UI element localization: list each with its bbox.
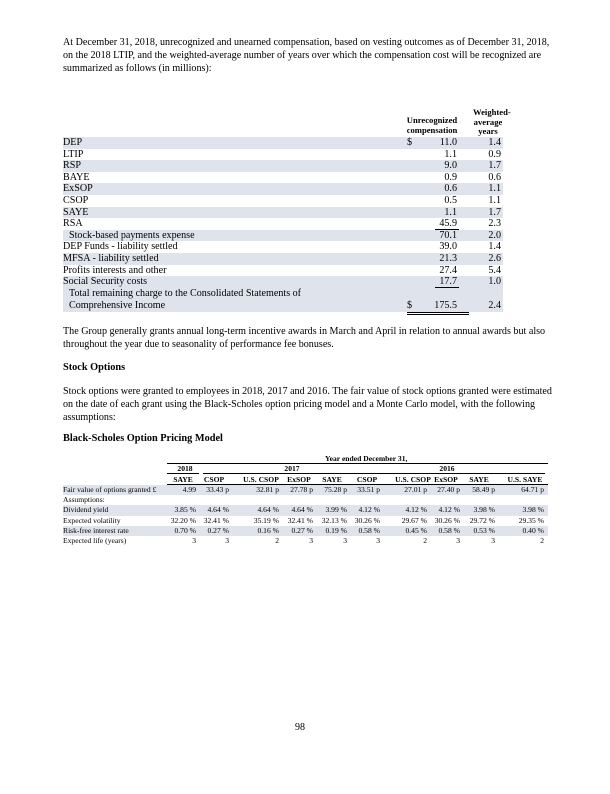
cell-value: 3 (491, 536, 495, 546)
compensation-row (63, 160, 503, 172)
row-label: Assumptions: (63, 495, 105, 505)
awards-paragraph: The Group generally grants annual long-term incentive awards in March and April in relation to annual awards but also throughout the year due to seasonality of performance fee bonuses. (63, 326, 546, 350)
row-label: Expected volatility (63, 515, 121, 525)
row-label: LTIP (63, 148, 84, 160)
black-scholes-table (63, 454, 548, 547)
cell-value: 2 (423, 536, 427, 546)
cell-value: 2 (540, 536, 544, 546)
cell-value: 3.98 % (522, 505, 544, 515)
cell-value: 3 (376, 536, 380, 546)
cell-value: 0.58 % (358, 526, 380, 536)
cell-value: 4.12 % (438, 505, 460, 515)
cell-value: 32.13 % (321, 515, 347, 525)
row-label: RSA (63, 218, 83, 230)
total-label: Total remaining charge to the Consolidated Statements of (69, 287, 302, 299)
double-underline (407, 312, 469, 315)
header-line: Weighted- (473, 107, 511, 117)
bs-row (63, 536, 548, 546)
compensation-value: 9.0 (444, 160, 457, 172)
cell-value: 64.71 p (521, 484, 544, 494)
years-value: 0.6 (488, 171, 501, 183)
column-header: SAYE (469, 474, 489, 484)
column-header: U.S. CSOP (395, 474, 431, 484)
row-label: ExSOP (63, 183, 93, 195)
cell-value: 27.78 p (290, 484, 313, 494)
cell-value: 0.40 % (522, 526, 544, 536)
cell-value: 58.49 p (472, 484, 495, 494)
years-value: 0.9 (488, 148, 501, 160)
cell-value: 32.41 % (287, 515, 313, 525)
compensation-value: 70.1 (439, 229, 457, 241)
cell-value: 29.35 % (518, 515, 544, 525)
compensation-row (63, 265, 503, 277)
total-row (63, 288, 503, 312)
cell-value: 32.41 % (203, 515, 229, 525)
row-label: CSOP (63, 194, 89, 206)
row-label: Fair value of options granted £ (63, 484, 157, 494)
cell-value: 0.53 % (473, 526, 495, 536)
header-line: years (478, 126, 498, 136)
period-header: Year ended December 31, (325, 454, 408, 463)
cell-value: 29.72 % (469, 515, 495, 525)
compensation-row (63, 195, 503, 207)
years-value: 1.7 (488, 160, 501, 172)
cell-value: 32.20 % (170, 515, 196, 525)
cell-value: 0.27 % (291, 526, 313, 536)
total-years: 2.4 (488, 299, 501, 311)
cell-value: 3 (192, 536, 196, 546)
compensation-value: 39.0 (439, 241, 457, 253)
cell-value: 0.19 % (325, 526, 347, 536)
cell-value: 30.26 % (354, 515, 380, 525)
compensation-table-header (63, 107, 511, 137)
row-label: BAYE (63, 171, 90, 183)
cell-value: 32.81 p (256, 484, 279, 494)
compensation-table-body (63, 137, 503, 288)
bs-row (63, 454, 548, 464)
row-label: RSP (63, 160, 81, 172)
compensation-value: 27.4 (439, 264, 457, 276)
total-compensation: 175.5 (434, 299, 457, 311)
cell-value: 2 (275, 536, 279, 546)
bs-row (63, 464, 548, 474)
weighted-average-years-header (473, 107, 511, 137)
currency-symbol: $ (407, 299, 413, 311)
bs-row (63, 505, 548, 515)
compensation-value: 21.3 (439, 252, 457, 264)
header-line: Unrecognized (406, 115, 458, 125)
bs-row (63, 475, 548, 485)
cell-value: 3 (456, 536, 460, 546)
cell-value: 4.99 (182, 484, 196, 494)
bs-row (63, 516, 548, 526)
cell-value: 30.26 % (434, 515, 460, 525)
compensation-value: 0.9 (444, 171, 457, 183)
bs-row (63, 495, 548, 505)
cell-value: 0.27 % (207, 526, 229, 536)
compensation-row (63, 207, 503, 219)
years-value: 1.4 (488, 137, 501, 148)
cell-value: 0.70 % (174, 526, 196, 536)
compensation-value: 0.5 (444, 194, 457, 206)
cell-value: 0.58 % (438, 526, 460, 536)
compensation-value: 1.1 (444, 206, 457, 218)
column-header: U.S. CSOP (243, 474, 279, 484)
column-header: CSOP (203, 474, 225, 484)
compensation-row (63, 230, 503, 242)
column-header: ExSOP (434, 474, 458, 484)
row-label: Expected life (years) (63, 536, 127, 546)
stock-options-heading: Stock Options (63, 362, 126, 373)
row-label: Profits interests and other (63, 264, 167, 276)
cell-value: 3.85 % (174, 505, 196, 515)
cell-value: 4.64 % (207, 505, 229, 515)
cell-value: 35.19 % (253, 515, 279, 525)
compensation-row (63, 137, 503, 149)
year-2016: 2016 (439, 464, 455, 474)
year-2017: 2017 (284, 464, 300, 474)
compensation-row (63, 183, 503, 195)
years-value: 5.4 (488, 264, 501, 276)
row-label: MFSA - liability settled (63, 252, 159, 264)
years-value: 2.3 (488, 218, 501, 230)
years-value: 1.1 (488, 183, 501, 195)
compensation-value: 1.1 (444, 148, 457, 160)
cell-value: 33.43 p (206, 484, 229, 494)
column-header: CSOP (356, 474, 378, 484)
cell-value: 3 (225, 536, 229, 546)
page-number: 98 (295, 722, 305, 733)
stock-options-paragraph: Stock options were granted to employees in 2018, 2017 and 2016. The fair value of stock options granted were estimated on the date of each grant using the Black-Scholes option pricing model and a Monte Carlo model, with the following assumptions: (63, 386, 552, 423)
row-label: DEP Funds - liability settled (63, 241, 178, 253)
years-value: 1.1 (488, 194, 501, 206)
years-value: 2.6 (488, 252, 501, 264)
column-header: U.S. SAYE (507, 474, 543, 484)
years-value: 2.0 (488, 229, 501, 241)
compensation-value: 17.7 (439, 276, 457, 288)
compensation-value: 45.9 (439, 218, 457, 230)
column-header: SAYE (322, 474, 342, 484)
compensation-row (63, 218, 503, 230)
bs-row (63, 485, 548, 495)
cell-value: 3 (343, 536, 347, 546)
header-line: compensation (406, 124, 458, 135)
cell-value: 3.98 % (473, 505, 495, 515)
row-label: Dividend yield (63, 505, 109, 515)
year-2018: 2018 (177, 464, 193, 474)
cell-value: 4.64 % (291, 505, 313, 515)
compensation-row (63, 149, 503, 161)
compensation-table (63, 107, 511, 312)
row-label: Social Security costs (63, 276, 148, 288)
cell-value: 4.12 % (405, 505, 427, 515)
black-scholes-heading: Black-Scholes Option Pricing Model (63, 433, 223, 444)
header-line: average (473, 116, 503, 127)
compensation-row (63, 253, 503, 265)
compensation-value: 11.0 (439, 137, 457, 148)
cell-value: 4.12 % (358, 505, 380, 515)
compensation-row (63, 172, 503, 184)
column-header: ExSOP (287, 474, 311, 484)
cell-value: 3.99 % (325, 505, 347, 515)
compensation-row (63, 276, 503, 288)
row-label: DEP (63, 137, 83, 148)
cell-value: 29.67 % (401, 515, 427, 525)
cell-value: 27.40 p (437, 484, 460, 494)
cell-value: 0.45 % (405, 526, 427, 536)
column-header: SAYE (173, 474, 193, 484)
row-label: Stock-based payments expense (69, 229, 195, 241)
row-label: Risk-free interest rate (63, 526, 129, 536)
total-label: Comprehensive Income (69, 299, 166, 311)
years-value: 1.0 (488, 276, 501, 288)
cell-value: 33.51 p (357, 484, 380, 494)
cell-value: 0.16 % (257, 526, 279, 536)
bs-row (63, 526, 548, 536)
compensation-row (63, 241, 503, 253)
compensation-value: 0.6 (444, 183, 457, 195)
years-value: 1.4 (488, 241, 501, 253)
row-label: SAYE (63, 206, 89, 218)
cell-value: 75.28 p (324, 484, 347, 494)
cell-value: 4.64 % (257, 505, 279, 515)
currency-symbol: $ (407, 137, 413, 148)
intro-paragraph: At December 31, 2018, unrecognized and unearned compensation, based on vesting outcomes as of December 31, 2018, on the 2018 LTIP, and the weighted-average number of years over which the compensation cost will be recognized are summarized as follows (in millions): (63, 37, 550, 74)
years-value: 1.7 (488, 206, 501, 218)
cell-value: 27.01 p (404, 484, 427, 494)
unrecognized-compensation-header (393, 116, 471, 135)
cell-value: 3 (309, 536, 313, 546)
